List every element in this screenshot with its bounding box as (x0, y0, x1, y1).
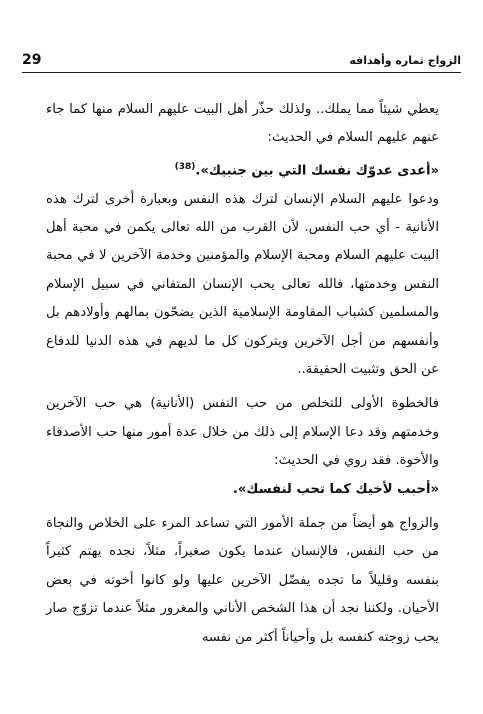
running-title: الزواج ثماره وأهدافه (349, 53, 461, 67)
hadith-quote: «أحبب لأخيك كما تحب لنفسك». (232, 481, 439, 497)
page-number: 29 (22, 52, 42, 68)
page-header (22, 50, 461, 70)
quote-text: «أعدى عدوّك نفسك التي بين جنبيك». (195, 163, 439, 179)
footnote-marker: (38) (174, 161, 196, 172)
paragraph: فالخطوة الأولى للتخلص من حب النفس (الأنانية) هي حب الآخرين وخدمتهم وقد دعا الإسلام إلى ذلك من خلال عدة أمور منها حب الأصدقاء والأخوة. فقد روي في الحديث: (46, 396, 439, 469)
paragraph: والزواج هو أيضاً من جملة الأمور التي تساعد المرء على الخلاص والنجاة من حب النفس، فالإنسان عندما يكون صغيراً، مثلاً، نجده يهتم كثيراً بنفسه وقليلاً ما تجده يفضّل الآخرين عليها ولو كانوا أخوته في بعض الأحيان. ولكننا نجد أن هذا الشخص الأناني والمغرور مثلاً عندما تزوّج صار يحب زوجته كنفسه بل وأحياناً أكثر من نفسه (46, 516, 439, 645)
paragraph: ودعوا عليهم السلام الإنسان لترك هذه النفس وبعبارة أخرى لترك هذه الأنانية - أي حب النفس. لأن القرب من الله تعالى يكمن في محبة أهل البيت عليهم السلام ومحبة الإسلام والمؤمنين وخدمة الآخرين لا في محبة النفس وخدمتها، فالله تعالى يحب الإنسان المتفاني في سبيل الإسلام والمسلمين كشباب المقاومة الإسلامية الذين يضحّون بمالهم وأولادهم بل وأنفسهم من أجل الآخرين ويتركون كل ما لديهم في هذه الدنيا للدفاع عن الحق وتثبيت الحقيقة.. (46, 191, 439, 378)
page-body (46, 96, 439, 652)
paragraph: يعطي شيئاً مما يملك.. ولذلك حذّر أهل البيت عليهم السلام منها كما جاء عنهم عليهم السلام في الحديث: (46, 102, 439, 146)
header-rule (22, 72, 461, 73)
hadith-quote (46, 153, 439, 186)
